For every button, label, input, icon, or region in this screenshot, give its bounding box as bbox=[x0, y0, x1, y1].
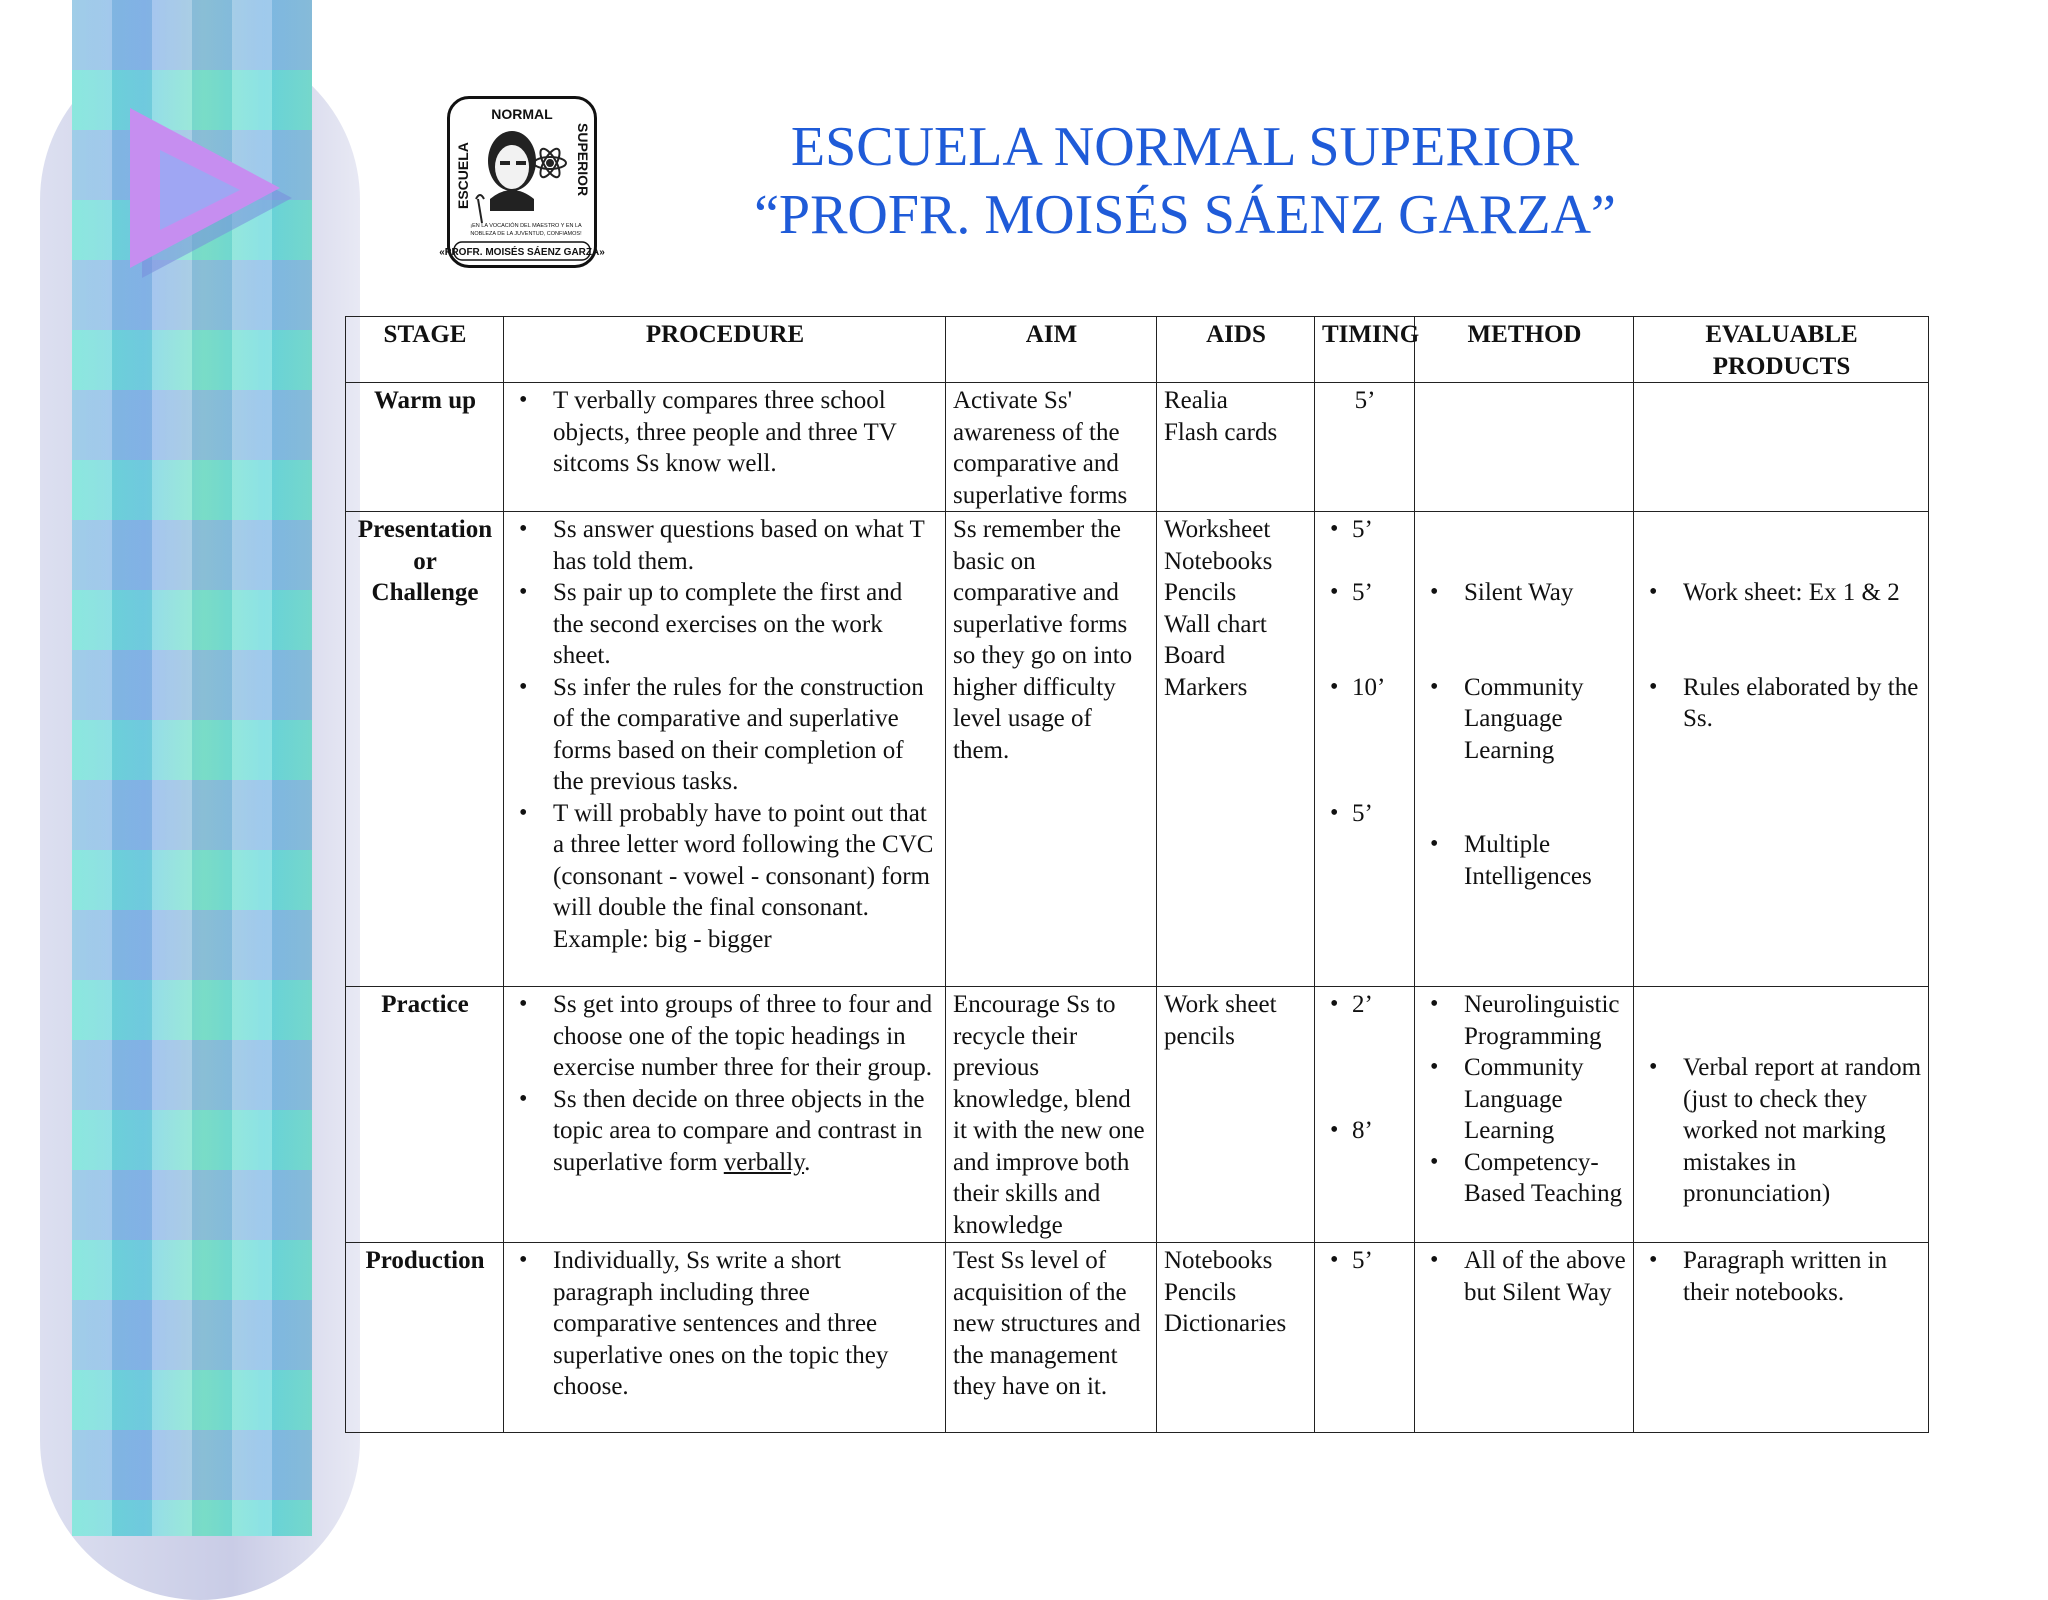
products-cell bbox=[1634, 1243, 1929, 1433]
logo-left-text: ESCUELA bbox=[455, 142, 471, 209]
aim-cell: Encourage Ss to recycle their previous knowledge, blend it with the new one and improve both their skills and knowledge bbox=[946, 987, 1157, 1243]
aids-cell bbox=[1157, 383, 1315, 512]
timing-item: • 8’ bbox=[1322, 1115, 1408, 1147]
product-item: • Paragraph written in their notebooks. bbox=[1641, 1245, 1922, 1308]
table-row bbox=[346, 987, 1929, 1243]
products-cell bbox=[1634, 987, 1929, 1243]
aid-item: Dictionaries bbox=[1164, 1310, 1287, 1337]
table-row bbox=[346, 512, 1929, 987]
list-item: • Ss infer the rules for the construction of the comparative and superlative forms based on their completion of the previous tasks. bbox=[511, 672, 939, 798]
aid-item: Flash cards bbox=[1164, 418, 1278, 446]
aid-item: pencils bbox=[1164, 1022, 1235, 1050]
aid-item: Notebooks bbox=[1164, 547, 1273, 575]
list-item: • Ss answer questions based on what T has told them. bbox=[511, 514, 939, 577]
header-timing: TIMING bbox=[1315, 317, 1415, 383]
aids-cell bbox=[1157, 1243, 1315, 1433]
list-item: • Ss pair up to complete the first and the second exercises on the work sheet. bbox=[511, 577, 939, 672]
method-item: • Neurolinguistic Programming bbox=[1422, 989, 1627, 1052]
procedure-cell bbox=[504, 383, 946, 512]
header-aim: AIM bbox=[946, 317, 1157, 383]
method-item: • All of the above but Silent Way bbox=[1422, 1245, 1627, 1308]
aid-item: Markers bbox=[1164, 673, 1248, 701]
header-stage: STAGE bbox=[346, 317, 504, 383]
aid-item: Board bbox=[1164, 642, 1226, 669]
aid-item: Work sheet bbox=[1164, 991, 1277, 1018]
table-row bbox=[346, 1243, 1929, 1433]
logo-bottom-text: «PROFR. MOISÉS SÁENZ GARZA» bbox=[439, 247, 605, 258]
logo-motto-line-1: ¡EN LA VOCACIÓN DEL MAESTRO Y EN LA bbox=[470, 223, 582, 229]
logo-top-text: NORMAL bbox=[491, 106, 553, 122]
timing-item: • 10’ bbox=[1322, 672, 1408, 704]
method-item: • Silent Way bbox=[1422, 577, 1627, 609]
header-products: EVALUABLE PRODUCTS bbox=[1634, 317, 1929, 383]
procedure-cell bbox=[504, 512, 946, 987]
aid-item: Wall chart bbox=[1164, 610, 1267, 638]
aid-item: Pencils bbox=[1164, 579, 1237, 606]
list-item bbox=[511, 1084, 939, 1179]
timing-cell bbox=[1315, 987, 1415, 1243]
aid-item: Notebooks bbox=[1164, 1247, 1273, 1274]
list-item: • T verbally compares three school objects, three people and three TV sitcoms Ss know well. bbox=[511, 385, 939, 480]
logo-right-text: SUPERIOR bbox=[575, 123, 591, 197]
logo-motto-line-2: NOBLEZA DE LA JUVENTUD, CONFIAMOS! bbox=[470, 231, 582, 237]
stage-cell bbox=[346, 512, 504, 987]
underlined-word: verbally bbox=[723, 1148, 805, 1176]
portrait-icon bbox=[488, 131, 536, 211]
method-item: • Competency-Based Teaching bbox=[1422, 1147, 1627, 1210]
stage-cell: Practice bbox=[346, 987, 504, 1243]
aid-item: Worksheet bbox=[1164, 516, 1271, 543]
timing-item: • 5’ bbox=[1322, 798, 1408, 830]
aim-cell: Activate Ss' awareness of the comparative and superlative forms bbox=[946, 383, 1157, 512]
aim-cell: Test Ss level of acquisition of the new structures and the management they have on it. bbox=[946, 1243, 1157, 1433]
lesson-plan-table bbox=[345, 316, 1929, 1433]
stage-cell: Production bbox=[346, 1243, 504, 1433]
stage-label: Challenge bbox=[371, 579, 479, 606]
torch-icon bbox=[476, 195, 484, 223]
page-title-line-1: ESCUELA NORMAL SUPERIOR bbox=[790, 116, 1580, 178]
method-item: • Community Language Learning bbox=[1422, 1052, 1627, 1147]
timing-cell bbox=[1315, 1243, 1415, 1433]
aim-cell: Ss remember the basic on comparative and superlative forms so they go on into higher difficulty level usage of them. bbox=[946, 512, 1157, 987]
school-logo bbox=[439, 96, 605, 268]
stage-cell: Warm up bbox=[346, 383, 504, 512]
timing-cell: 5’ bbox=[1315, 383, 1415, 512]
method-cell bbox=[1415, 987, 1634, 1243]
procedure-cell bbox=[504, 987, 946, 1243]
triangle-accent-icon bbox=[160, 150, 240, 230]
stage-label: or bbox=[413, 547, 437, 575]
products-cell bbox=[1634, 383, 1929, 512]
product-item: • Rules elaborated by the Ss. bbox=[1641, 672, 1922, 735]
header-aids: AIDS bbox=[1157, 317, 1315, 383]
timing-cell bbox=[1315, 512, 1415, 987]
aids-cell bbox=[1157, 512, 1315, 987]
atom-icon bbox=[534, 146, 566, 180]
timing-item: • 5’ bbox=[1322, 514, 1408, 546]
method-cell bbox=[1415, 1243, 1634, 1433]
timing-item: • 2’ bbox=[1322, 989, 1408, 1021]
method-item: • Multiple Intelligences bbox=[1422, 829, 1627, 892]
product-item: • Work sheet: Ex 1 & 2 bbox=[1641, 577, 1922, 609]
method-cell bbox=[1415, 383, 1634, 512]
table-row bbox=[346, 383, 1929, 512]
products-cell bbox=[1634, 512, 1929, 987]
procedure-cell bbox=[504, 1243, 946, 1433]
stage-label: Presentation bbox=[357, 516, 493, 543]
aid-item: Realia bbox=[1164, 387, 1228, 414]
header-procedure: PROCEDURE bbox=[504, 317, 946, 383]
list-item-text: Ss then decide on three objects in the topic area to compare and contrast in superlative form bbox=[553, 1085, 925, 1176]
method-cell bbox=[1415, 512, 1634, 987]
page-title-line-2: “PROFR. MOISÉS SÁENZ GARZA” bbox=[754, 184, 1616, 246]
aids-cell bbox=[1157, 987, 1315, 1243]
list-item: • Ss get into groups of three to four and choose one of the topic headings in exercise number three for their group. bbox=[511, 989, 939, 1084]
list-item: • Individually, Ss write a short paragraph including three comparative sentences and three superlative ones on the topic they choose. bbox=[511, 1245, 939, 1403]
product-item: • Verbal report at random (just to check they worked not marking mistakes in pronunciation) bbox=[1641, 1052, 1922, 1210]
aid-item: Pencils bbox=[1164, 1278, 1237, 1306]
timing-item: • 5’ bbox=[1322, 577, 1408, 609]
header-method: METHOD bbox=[1415, 317, 1634, 383]
table-header-row bbox=[346, 317, 1929, 383]
list-item-end: . bbox=[804, 1148, 811, 1176]
timing-item: • 5’ bbox=[1322, 1245, 1408, 1277]
list-item: • T will probably have to point out that a three letter word following the CVC (consonant - vowel - consonant) form will double the final consonant. Example: big - bigger bbox=[511, 798, 939, 956]
method-item: • Community Language Learning bbox=[1422, 672, 1627, 767]
